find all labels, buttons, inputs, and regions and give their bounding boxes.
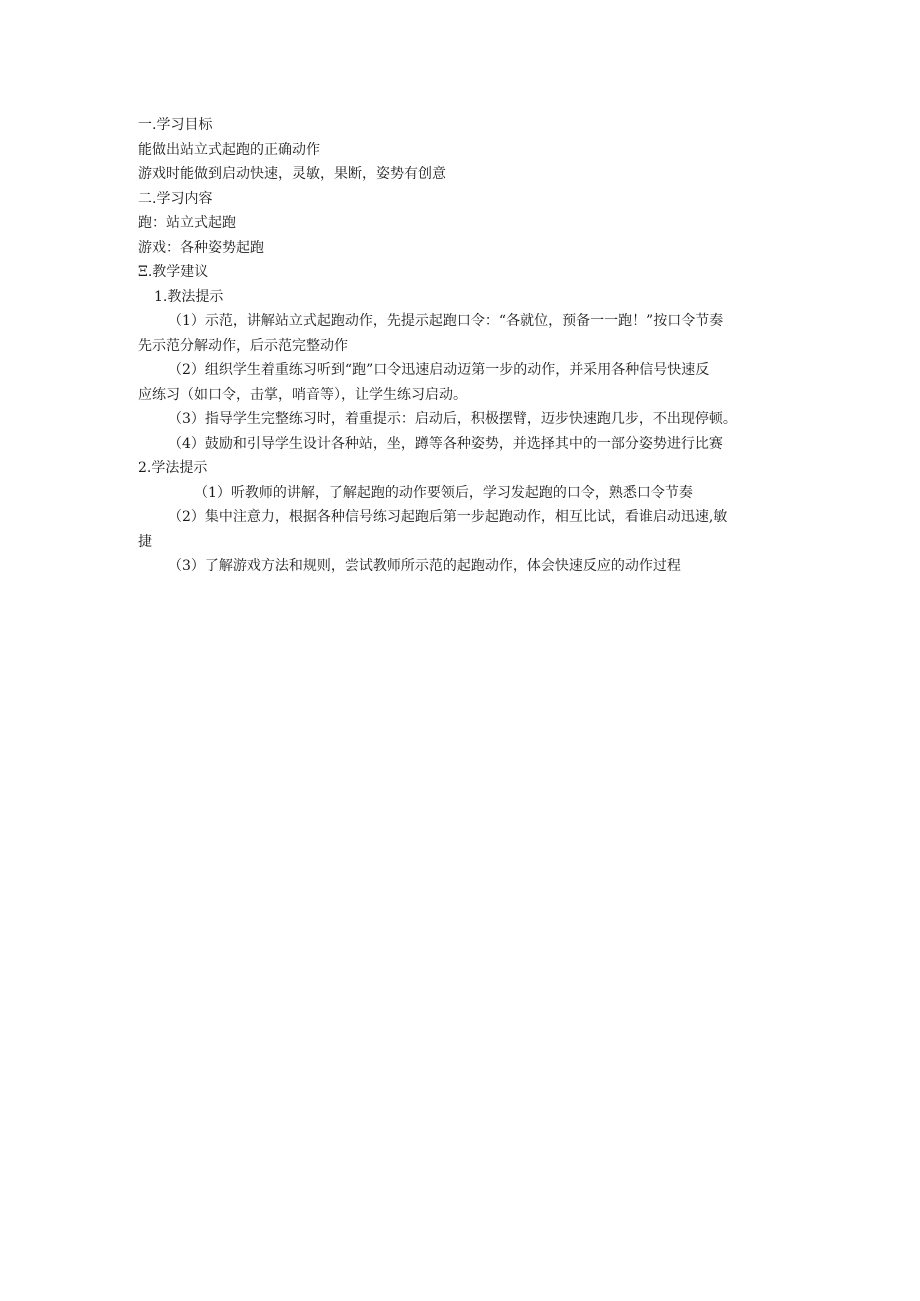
- learning-method-item: （3）了解游戏方法和规则，尝试教师所示范的起跑动作，体会快速反应的动作过程: [168, 558, 681, 574]
- teaching-method-item: （3）指导学生完整练习时，着重提示：启动后，积极摆臂，迈步快速跑几步，不出现停顿。: [168, 411, 737, 427]
- section-heading-teaching-suggestions: Ξ.教学建议: [138, 264, 209, 280]
- content-line: 跑：站立式起跑: [138, 215, 236, 231]
- learning-method-item: （2）集中注意力，根据各种信号练习起跑后第一步起跑动作，相互比试，看谁启动迅速,敏: [168, 509, 728, 525]
- objective-line: 能做出站立式起跑的正确动作: [138, 141, 320, 158]
- section-heading-objectives: 一.学习目标: [138, 117, 213, 133]
- teaching-method-item: （4）鼓励和引导学生设计各种站，坐，蹲等各种姿势，并选择其中的一部分姿势进行比赛: [168, 435, 723, 452]
- learning-method-item: （1）听教师的讲解，了解起跑的动作要领后，学习发起跑的口令，熟悉口令节奏: [194, 484, 693, 501]
- content-line: 游戏：各种姿势起跑: [138, 239, 264, 256]
- teaching-method-item: （2）组织学生着重练习听到“跑”口令迅速启动迈第一步的动作，并采用各种信号快速反: [168, 362, 710, 378]
- teaching-method-item-continued: 应练习（如口令，击掌，哨音等），让学生练习启动。: [138, 386, 467, 403]
- learning-method-item-continued: 捷: [138, 533, 152, 550]
- subheading-teaching-method: 1.教法提示: [154, 288, 224, 305]
- teaching-method-item-continued: 先示范分解动作，后示范完整动作: [138, 337, 348, 354]
- objective-line: 游戏时能做到启动快速，灵敏，果断，姿势有创意: [138, 166, 446, 182]
- document-body: [138, 113, 798, 579]
- teaching-method-item: （1）示范，讲解站立式起跑动作，先提示起跑口令：“各就位，预备一一跑！”按口令节奏: [168, 313, 724, 329]
- subheading-learning-method: 2.学法提示: [138, 460, 208, 476]
- section-heading-content: 二.学习内容: [138, 190, 213, 207]
